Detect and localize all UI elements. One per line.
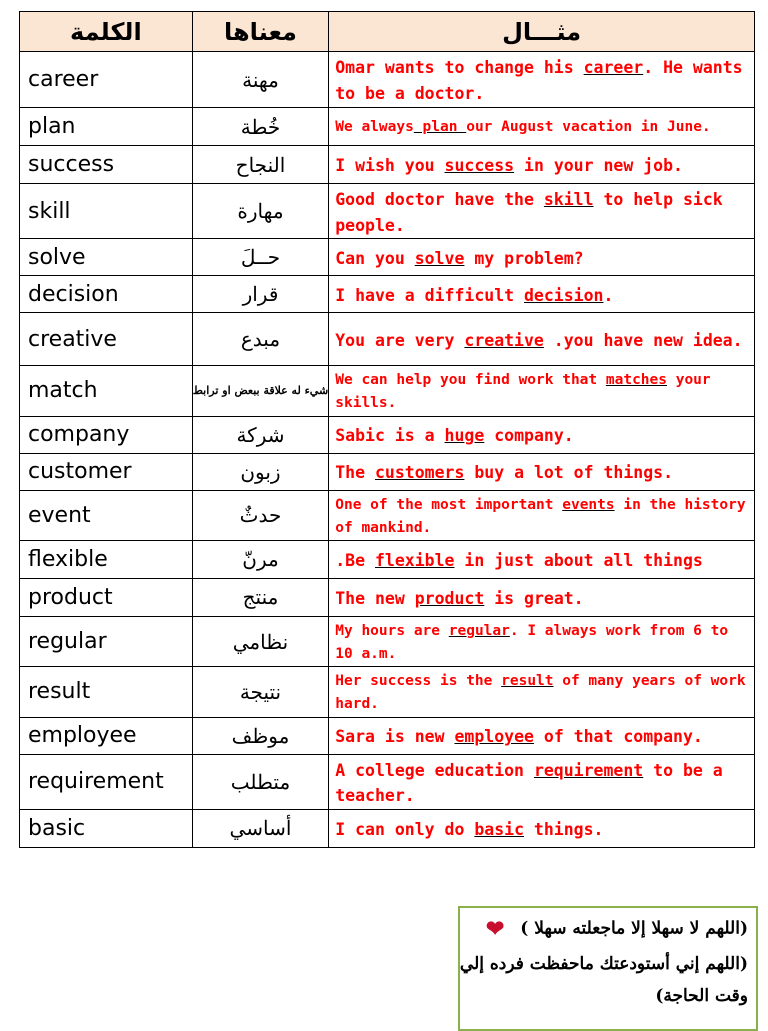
table-row <box>20 616 755 666</box>
example-keyword: regular <box>448 622 510 639</box>
example-cell <box>329 276 755 313</box>
table-row <box>20 540 755 578</box>
example-after: company. <box>484 426 574 446</box>
meaning-cell: مرنّ <box>192 540 329 578</box>
vocabulary-table <box>19 11 755 848</box>
word-cell: product <box>20 578 193 616</box>
example-before: You are very <box>335 330 465 350</box>
meaning-cell: نظامي <box>192 616 329 666</box>
table-row <box>20 578 755 616</box>
meaning-cell: أساسي <box>192 809 329 847</box>
example-keyword: basic <box>474 819 524 839</box>
example-keyword: decision <box>524 285 604 305</box>
example-keyword: flexible <box>375 551 455 571</box>
prayer-line-1-text: (اللهم لا سهلا إلا ماجعلته سهلا ) <box>520 918 748 939</box>
table-row <box>20 276 755 313</box>
prayer-line-3: وقت الحاجة) <box>655 986 748 1006</box>
word-cell: match <box>20 366 193 416</box>
word-cell: success <box>20 146 193 184</box>
example-keyword: result <box>501 673 554 690</box>
word-cell: flexible <box>20 540 193 578</box>
table-row <box>20 108 755 146</box>
meaning-cell: موظف <box>192 717 329 754</box>
meaning-cell: مهنة <box>192 52 329 108</box>
example-after: . I always work from 6 to 10 a.m. <box>335 622 729 663</box>
example-after: buy a lot of things. <box>464 463 674 483</box>
example-cell <box>329 184 755 239</box>
table-row <box>20 146 755 184</box>
example-cell <box>329 366 755 416</box>
table-row <box>20 184 755 239</box>
example-before: My hours are <box>335 622 449 639</box>
example-keyword: huge <box>444 426 485 446</box>
word-cell: employee <box>20 717 193 754</box>
example-before: Can you <box>335 248 415 268</box>
table-row <box>20 667 755 717</box>
word-cell: career <box>20 52 193 108</box>
example-cell <box>329 616 755 666</box>
example-before: A college education <box>335 760 534 780</box>
example-keyword: requirement <box>533 760 644 780</box>
example-cell <box>329 146 755 184</box>
example-keyword: plan <box>413 119 467 136</box>
table-row <box>20 239 755 276</box>
word-cell: creative <box>20 313 193 366</box>
word-cell: regular <box>20 616 193 666</box>
table-row <box>20 416 755 453</box>
word-cell: plan <box>20 108 193 146</box>
meaning-cell: شركة <box>192 416 329 453</box>
example-cell <box>329 578 755 616</box>
header-meaning: معناها <box>192 12 329 52</box>
meaning-cell: زبون <box>192 453 329 490</box>
example-cell <box>329 313 755 366</box>
example-before: I have a difficult <box>335 285 524 305</box>
table-row <box>20 313 755 366</box>
example-cell <box>329 540 755 578</box>
prayer-line-1 <box>468 916 748 942</box>
example-cell <box>329 239 755 276</box>
word-cell: requirement <box>20 754 193 809</box>
example-cell <box>329 667 755 717</box>
example-before: Sara is new <box>335 727 455 747</box>
example-after: of that company. <box>533 727 703 747</box>
example-cell <box>329 453 755 490</box>
example-after: of many years of work hard. <box>335 673 746 713</box>
word-cell: decision <box>20 276 193 313</box>
prayer-box <box>458 906 758 1031</box>
example-before: One of the most important <box>335 496 563 513</box>
example-after: in your new job. <box>514 156 683 176</box>
example-keyword: events <box>562 496 615 513</box>
table-row <box>20 453 755 490</box>
word-cell: skill <box>20 184 193 239</box>
example-before: Sabic is a <box>335 426 445 446</box>
example-keyword: skill <box>543 190 594 209</box>
example-before: Her success is the <box>335 673 502 690</box>
example-before: We can help you find work that <box>335 372 606 389</box>
example-after: in just about all things <box>454 551 703 571</box>
example-before: Omar wants to change his <box>335 58 584 78</box>
example-keyword: customers <box>375 463 465 483</box>
meaning-cell: نتيجة <box>192 667 329 717</box>
meaning-cell: منتج <box>192 578 329 616</box>
example-after: our August vacation in June. <box>466 119 711 136</box>
example-after: . <box>603 285 614 305</box>
example-cell <box>329 754 755 809</box>
example-cell <box>329 108 755 146</box>
word-cell: customer <box>20 453 193 490</box>
header-example: مثـــال <box>329 12 755 52</box>
example-before: .Be <box>335 551 375 571</box>
example-cell <box>329 809 755 847</box>
table-row <box>20 717 755 754</box>
example-after: my problem? <box>464 248 584 268</box>
meaning-cell: النجاح <box>192 146 329 184</box>
meaning-cell: شيء له علاقة ببعض او ترابط <box>192 366 329 416</box>
example-cell <box>329 717 755 754</box>
example-cell <box>329 490 755 540</box>
example-after: .you have new idea. <box>543 330 743 350</box>
word-cell: basic <box>20 809 193 847</box>
example-after: . He wants to be a doctor. <box>335 58 743 103</box>
meaning-cell: مبدع <box>192 313 329 366</box>
word-cell: event <box>20 490 193 540</box>
example-cell <box>329 416 755 453</box>
meaning-cell: حــلَ <box>192 239 329 276</box>
example-keyword: product <box>414 589 485 609</box>
example-after: is great. <box>484 589 584 609</box>
example-before: The <box>335 463 375 483</box>
word-cell: result <box>20 667 193 717</box>
example-after: to help sick people. <box>335 190 723 235</box>
example-before: We always <box>335 119 414 136</box>
example-before: I can only do <box>335 819 475 839</box>
example-keyword: career <box>583 58 644 78</box>
header-row <box>20 12 755 52</box>
meaning-cell: قرار <box>192 276 329 313</box>
example-after: to be a teacher. <box>335 760 723 806</box>
example-keyword: solve <box>414 248 465 268</box>
header-word: الكلمة <box>20 12 193 52</box>
example-before: I wish you <box>335 156 445 176</box>
meaning-cell: خُطة <box>192 108 329 146</box>
word-cell: solve <box>20 239 193 276</box>
example-after: your skills. <box>335 372 711 412</box>
example-before: The new <box>335 589 415 609</box>
table-row <box>20 754 755 809</box>
example-keyword: success <box>444 156 515 176</box>
table-row <box>20 809 755 847</box>
table-row <box>20 52 755 108</box>
table-row <box>20 490 755 540</box>
example-keyword: creative <box>464 330 544 350</box>
word-cell: company <box>20 416 193 453</box>
meaning-cell: مهارة <box>192 184 329 239</box>
meaning-cell: حدثٌ <box>192 490 329 540</box>
meaning-cell: متطلب <box>192 754 329 809</box>
example-keyword: matches <box>605 372 667 389</box>
example-cell <box>329 52 755 108</box>
example-before: Good doctor have the <box>335 190 544 209</box>
example-after: in the history of mankind. <box>335 496 746 536</box>
heart-icon: ❤ <box>485 916 505 942</box>
example-keyword: employee <box>454 727 534 747</box>
prayer-line-2: (اللهم إني أستودعتك ماحفظت فرده إلي <box>459 954 748 974</box>
table-row <box>20 366 755 416</box>
example-after: things. <box>524 819 604 839</box>
